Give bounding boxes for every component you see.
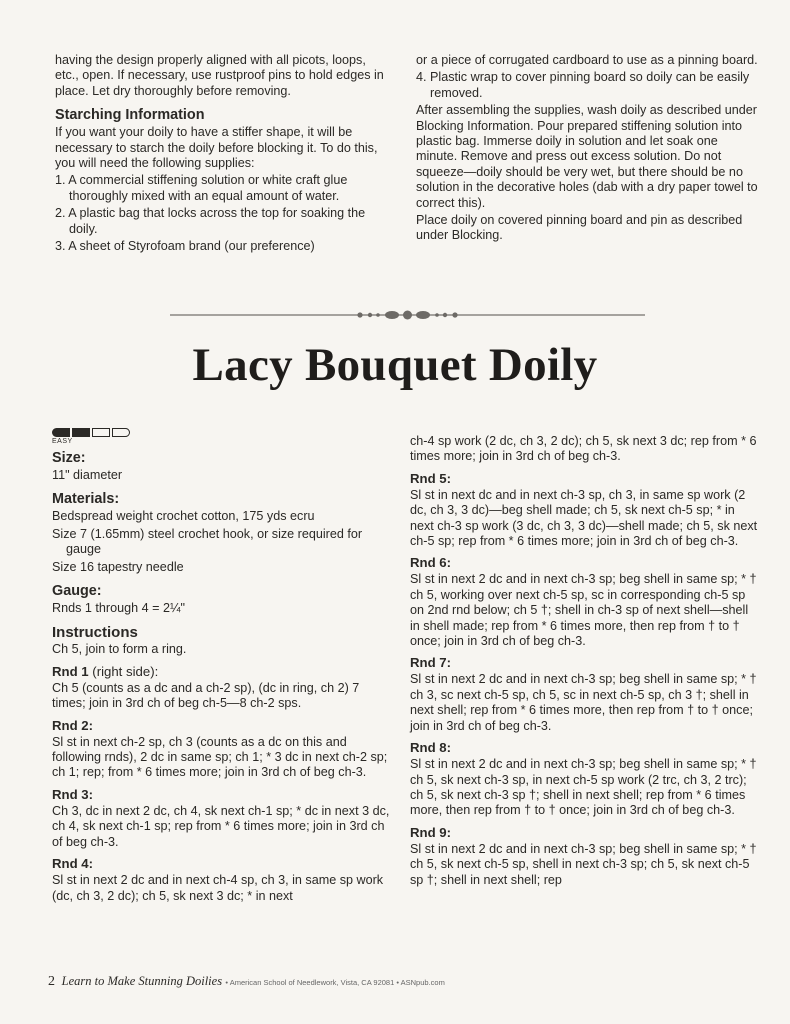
page-number: 2: [48, 974, 55, 989]
skill-bar-filled: [52, 428, 70, 437]
skill-bar-filled: [72, 428, 90, 437]
round-3-text: Ch 3, dc in next 2 dc, ch 4, sk next ch-1 sp; * dc in next 3 dc, ch 4, sk next ch-1 sp; rep from * 6 times more; join in 3rd ch of beg ch-3.: [52, 803, 390, 849]
skill-bar-empty: [92, 428, 110, 437]
round-4-text: Sl st in next 2 dc and in next ch-4 sp, ch 3, in same sp work (dc, ch 3, 2 dc); ch 5, sk next 3 dc; * in next: [52, 873, 384, 903]
pattern-column-right: [410, 434, 758, 890]
size-text: 11" diameter: [52, 468, 123, 482]
supply-item-3: 3. A sheet of Styrofoam brand (our preference): [55, 239, 315, 254]
round-8-text: Sl st in next 2 dc and in next ch-3 sp; beg shell in same sp; * † ch 5, sk next ch-3 sp, in next ch-5 sp work (2 trc, ch 3, 2 trc); ch 5, sk next ch-3 sp †; shell in next shell; rep from * 6 times more, then rep from † to † once; join in 3rd ch of beg ch-3.: [410, 757, 757, 818]
materials-heading: Materials:: [52, 491, 120, 508]
instructions-heading: Instructions: [52, 624, 138, 642]
round-1-text: Ch 5 (counts as a dc and a ch-2 sp), (dc in ring, ch 2) 7 times; join in 3rd ch of beg ch-5—8 ch-2 sps.: [52, 680, 360, 711]
size-heading: Size:: [52, 450, 86, 466]
round-2-text: Sl st in next ch-2 sp, ch 3 (counts as a dc on this and following rnds), 2 dc in same sp; ch 1; * 3 dc in next ch-2 sp; ch 1; rep; from * 6 times more; join in 3rd ch of beg ch-3.: [52, 734, 388, 780]
round-1-note: (right side):: [88, 663, 159, 679]
round-2-heading: Rnd 2:: [52, 717, 94, 733]
round-6-heading: Rnd 6:: [410, 555, 452, 571]
round-4-heading: Rnd 4:: [52, 856, 94, 872]
blocking-continued-text: having the design properly aligned with all picots, loops, etc., open. If necessary, use rustproof pins to hold edges in place. Let dry thoroughly before removing.: [55, 53, 384, 98]
round-1-heading: [52, 664, 395, 680]
pattern-title: Lacy Bouquet Doily: [192, 339, 598, 391]
skill-level-label: EASY: [52, 438, 73, 445]
gauge-heading: Gauge:: [52, 583, 102, 600]
round-9-heading: Rnd 9:: [410, 824, 452, 840]
gauge-text: Rnds 1 through 4 = 2¼": [52, 601, 185, 616]
starching-text: If you want your doily to have a stiffer shape, it will be necessary to starch the doily before blocking it. To do this, you will need the following supplies:: [55, 125, 378, 171]
round-3-heading: Rnd 3:: [52, 786, 94, 802]
skill-level-icon: [52, 428, 395, 437]
skill-bar-empty: [112, 428, 130, 437]
starching-procedure-text: After assembling the supplies, wash doily as described under Blocking Information. Pour prepared stiffening solution into plastic bag. Immerse doily in solution and let soak one minute. Remove and press out excess solution. Do not squeeze—doily should be very wet, but there should be no solution in the decorative holes (dab with a dry paper towel to correct this).: [416, 103, 758, 210]
round-9-text: Sl st in next 2 dc and in next ch-3 sp; beg shell in same sp; * † ch 5, sk next ch-5 sp, shell in next ch-3 sp; ch 5, sk next ch-5 sp †; shell in next shell; rep: [410, 841, 757, 887]
supply-item-3-continued: or a piece of corrugated cardboard to use as a pinning board.: [416, 53, 758, 67]
supply-item-2: 2. A plastic bag that locks across the top for soaking the doily.: [55, 206, 366, 236]
round-8-heading: Rnd 8:: [410, 740, 452, 756]
material-item: Size 7 (1.65mm) steel crochet hook, or size required for gauge: [52, 526, 363, 557]
ornamental-divider: [170, 308, 645, 322]
round-5-heading: Rnd 5:: [410, 470, 452, 486]
round-7-heading: Rnd 7:: [410, 655, 452, 671]
round-6-text: Sl st in next 2 dc and in next ch-3 sp; beg shell in same sp; * † ch 5, working over next ch-5 sp, sc in corresponding ch-5 sp on 2nd rnd below; ch 5 †; shell in ch-3 sp of next shell—shell in shell made; rep from * 6 times more, then rep from † to † once; join in 3rd ch of beg ch-3.: [410, 572, 757, 649]
round-5-text: Sl st in next dc and in next ch-3 sp, ch 3, in same sp work (2 dc, ch 3, 3 dc)—beg shell made; ch 5, sk next ch-5 sp; * in next ch-3 sp work (3 dc, ch 3, 3 dc)—shell made; ch 5, sk next ch-5 sp; rep from * 6 times more; join in 3rd ch of beg ch-3.: [410, 487, 758, 549]
starching-column-right: [416, 53, 758, 246]
round-7-text: Sl st in next 2 dc and in next ch-3 sp; beg shell in same sp; * † ch 3, sc next ch-5 sp, ch 5, sc in next ch-5 sp, ch 3 †; shell in next shell; rep from * 6 times more, then rep from † to † once; join in 3rd ch of beg ch-3.: [410, 672, 757, 733]
starching-heading: Starching Information: [55, 107, 205, 124]
pattern-column-left: [52, 428, 395, 906]
publisher-info: • American School of Needlework, Vista, CA 92081 • ASNpub.com: [225, 978, 445, 987]
material-item: Bedspread weight crochet cotton, 175 yds ecru: [52, 509, 315, 524]
round-4-continued: ch-4 sp work (2 dc, ch 3, 2 dc); ch 5, sk next 3 dc; rep from * 6 times more; join in 3rd ch of beg ch-3.: [410, 434, 757, 464]
round-1-label: Rnd 1: [52, 663, 89, 679]
instructions-text: Ch 5, join to form a ring.: [52, 642, 187, 657]
supply-item-4: 4. Plastic wrap to cover pinning board so doily can be easily removed.: [416, 70, 750, 100]
pinning-text: Place doily on covered pinning board and pin as described under Blocking.: [416, 213, 743, 243]
starching-column-left: [55, 53, 390, 256]
page-footer: [48, 974, 445, 990]
book-title: Learn to Make Stunning Doilies: [61, 974, 223, 988]
material-item: Size 16 tapestry needle: [52, 559, 184, 574]
supply-item-1: 1. A commercial stiffening solution or white craft glue thoroughly mixed with an equal amount of water.: [55, 173, 348, 203]
